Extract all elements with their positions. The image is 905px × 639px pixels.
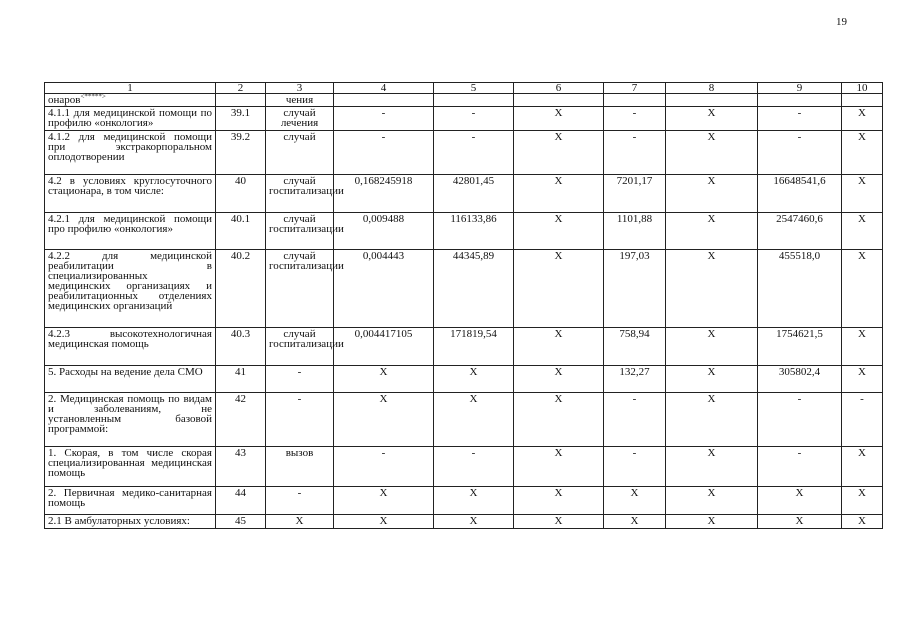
row-value-cell (434, 94, 514, 107)
table-row (45, 213, 883, 250)
row-value-cell: 1754621,5 (758, 328, 842, 366)
row-value-cell: X (842, 487, 883, 515)
row-name-cell: 4.1.2 для медицинской помощи при экстракорпоральном оплодотворении (45, 131, 216, 175)
row-code-cell: 39.1 (216, 107, 266, 131)
row-unit-cell: чения (266, 94, 334, 107)
row-unit-cell: случай госпитализации (266, 328, 334, 366)
row-name-cell: 4.2.1 для медицинской помощи про профилю «онкология» (45, 213, 216, 250)
row-code-cell: 39.2 (216, 131, 266, 175)
row-code-cell: 40.2 (216, 250, 266, 328)
column-header: 2 (216, 83, 266, 94)
row-value-cell: - (758, 131, 842, 175)
row-value-cell: 455518,0 (758, 250, 842, 328)
table-row (45, 131, 883, 175)
table-header-row (45, 83, 883, 94)
row-code-cell: 40 (216, 175, 266, 213)
row-value-cell: - (434, 131, 514, 175)
row-value-cell: X (514, 487, 604, 515)
table-row (45, 175, 883, 213)
row-value-cell: 132,27 (604, 366, 666, 393)
row-value-cell: X (514, 131, 604, 175)
row-unit-cell: X (266, 515, 334, 529)
row-value-cell: - (334, 107, 434, 131)
row-code-cell: 40.1 (216, 213, 266, 250)
row-value-cell: 305802,4 (758, 366, 842, 393)
row-value-cell: X (334, 487, 434, 515)
column-header: 6 (514, 83, 604, 94)
row-code-cell: 42 (216, 393, 266, 447)
row-code-cell: 43 (216, 447, 266, 487)
row-value-cell: X (434, 515, 514, 529)
row-value-cell: 171819,54 (434, 328, 514, 366)
row-value-cell: X (666, 487, 758, 515)
row-value-cell: X (434, 366, 514, 393)
row-value-cell: X (842, 175, 883, 213)
row-value-cell: 7201,17 (604, 175, 666, 213)
row-value-cell: X (758, 515, 842, 529)
row-value-cell: X (434, 393, 514, 447)
row-value-cell: X (334, 515, 434, 529)
row-unit-cell: случай (266, 131, 334, 175)
row-value-cell (758, 94, 842, 107)
row-name-cell: 1. Скорая, в том числе скорая специализированная медицинская помощь (45, 447, 216, 487)
row-value-cell: 0,004417105 (334, 328, 434, 366)
row-value-cell: 16648541,6 (758, 175, 842, 213)
row-name-cell: 2. Медицинская помощь по видам и заболеваниям, не установленным базовой программой: (45, 393, 216, 447)
row-value-cell (666, 94, 758, 107)
row-value-cell: X (842, 131, 883, 175)
row-value-cell: X (666, 366, 758, 393)
row-value-cell: 42801,45 (434, 175, 514, 213)
row-value-cell: 0,004443 (334, 250, 434, 328)
row-value-cell: X (666, 175, 758, 213)
row-name-cell: 4.2 в условиях круглосуточного стационара, в том числе: (45, 175, 216, 213)
table-row (45, 393, 883, 447)
row-value-cell: 0,168245918 (334, 175, 434, 213)
row-unit-cell: случай госпитализации (266, 213, 334, 250)
row-value-cell: X (842, 250, 883, 328)
row-value-cell: - (604, 447, 666, 487)
row-value-cell: X (666, 447, 758, 487)
row-value-cell (842, 94, 883, 107)
row-value-cell: - (758, 393, 842, 447)
row-value-cell: 1101,88 (604, 213, 666, 250)
table-row (45, 94, 883, 107)
row-value-cell: - (434, 447, 514, 487)
row-name-text: онаров (48, 94, 81, 106)
column-header: 7 (604, 83, 666, 94)
row-code-cell: 40.3 (216, 328, 266, 366)
row-value-cell: X (434, 487, 514, 515)
row-value-cell: 0,009488 (334, 213, 434, 250)
row-value-cell: X (842, 447, 883, 487)
row-value-cell: - (334, 447, 434, 487)
table-row (45, 447, 883, 487)
column-header: 1 (45, 83, 216, 94)
table-row (45, 515, 883, 529)
row-value-cell: X (604, 515, 666, 529)
row-value-cell: X (514, 515, 604, 529)
row-name-cell: 5. Расходы на ведение дела СМО (45, 366, 216, 393)
row-value-cell (334, 94, 434, 107)
row-code-cell (216, 94, 266, 107)
row-value-cell: X (842, 515, 883, 529)
column-header: 5 (434, 83, 514, 94)
row-value-cell: - (604, 107, 666, 131)
document-table (44, 82, 883, 529)
row-value-cell: X (514, 447, 604, 487)
row-unit-cell: случай лечения (266, 107, 334, 131)
row-code-cell: 44 (216, 487, 266, 515)
row-value-cell: X (514, 328, 604, 366)
row-value-cell: X (514, 107, 604, 131)
row-value-cell: X (514, 213, 604, 250)
row-value-cell: X (666, 393, 758, 447)
row-unit-cell: - (266, 393, 334, 447)
row-name-cell: 2.1 В амбулаторных условиях: (45, 515, 216, 529)
row-value-cell: - (604, 131, 666, 175)
row-unit-cell: - (266, 366, 334, 393)
row-value-cell: X (842, 366, 883, 393)
row-value-cell: X (666, 107, 758, 131)
row-value-cell: X (842, 107, 883, 131)
row-value-cell: 116133,86 (434, 213, 514, 250)
row-value-cell: 197,03 (604, 250, 666, 328)
row-value-cell (604, 94, 666, 107)
row-value-cell: X (514, 366, 604, 393)
row-value-cell: X (842, 328, 883, 366)
table-row (45, 328, 883, 366)
row-value-cell: 44345,89 (434, 250, 514, 328)
row-value-cell: - (758, 107, 842, 131)
row-value-cell: - (334, 131, 434, 175)
row-value-cell: X (334, 366, 434, 393)
row-name-cell: 4.2.3 высокотехнологичная медицинская помощь (45, 328, 216, 366)
table-row (45, 107, 883, 131)
row-value-cell: X (758, 487, 842, 515)
row-name-cell (45, 94, 216, 107)
table-row (45, 366, 883, 393)
row-value-cell: - (604, 393, 666, 447)
row-value-cell: X (666, 213, 758, 250)
row-name-cell: 4.2.2 для медицинской реабилитации в специализированных медицинских организациях и реабилитационных отделениях медицинских организаций (45, 250, 216, 328)
column-header: 4 (334, 83, 434, 94)
row-value-cell (514, 94, 604, 107)
row-value-cell: X (666, 328, 758, 366)
row-value-cell: - (758, 447, 842, 487)
row-value-cell: X (842, 213, 883, 250)
row-name-cell: 4.1.1 для медицинской помощи по профилю «онкология» (45, 107, 216, 131)
row-value-cell: 758,94 (604, 328, 666, 366)
row-code-cell: 45 (216, 515, 266, 529)
table-row (45, 250, 883, 328)
row-value-cell: X (666, 250, 758, 328)
row-unit-cell: - (266, 487, 334, 515)
row-value-cell: - (842, 393, 883, 447)
column-header: 3 (266, 83, 334, 94)
row-value-cell: X (514, 175, 604, 213)
column-header: 8 (666, 83, 758, 94)
row-value-cell: X (514, 393, 604, 447)
row-unit-cell: случай госпитализации (266, 175, 334, 213)
row-value-cell: - (434, 107, 514, 131)
row-value-cell: X (514, 250, 604, 328)
table-row (45, 487, 883, 515)
row-value-cell: X (666, 515, 758, 529)
page-number: 19 (836, 16, 847, 28)
row-value-cell: X (334, 393, 434, 447)
row-value-cell: 2547460,6 (758, 213, 842, 250)
row-unit-cell: вызов (266, 447, 334, 487)
column-header: 9 (758, 83, 842, 94)
row-value-cell: X (604, 487, 666, 515)
row-unit-cell: случай госпитализации (266, 250, 334, 328)
row-name-cell: 2. Первичная медико-санитарная помощь (45, 487, 216, 515)
row-value-cell: X (666, 131, 758, 175)
footnote-mark: <*****> (80, 92, 106, 101)
column-header: 10 (842, 83, 883, 94)
row-code-cell: 41 (216, 366, 266, 393)
